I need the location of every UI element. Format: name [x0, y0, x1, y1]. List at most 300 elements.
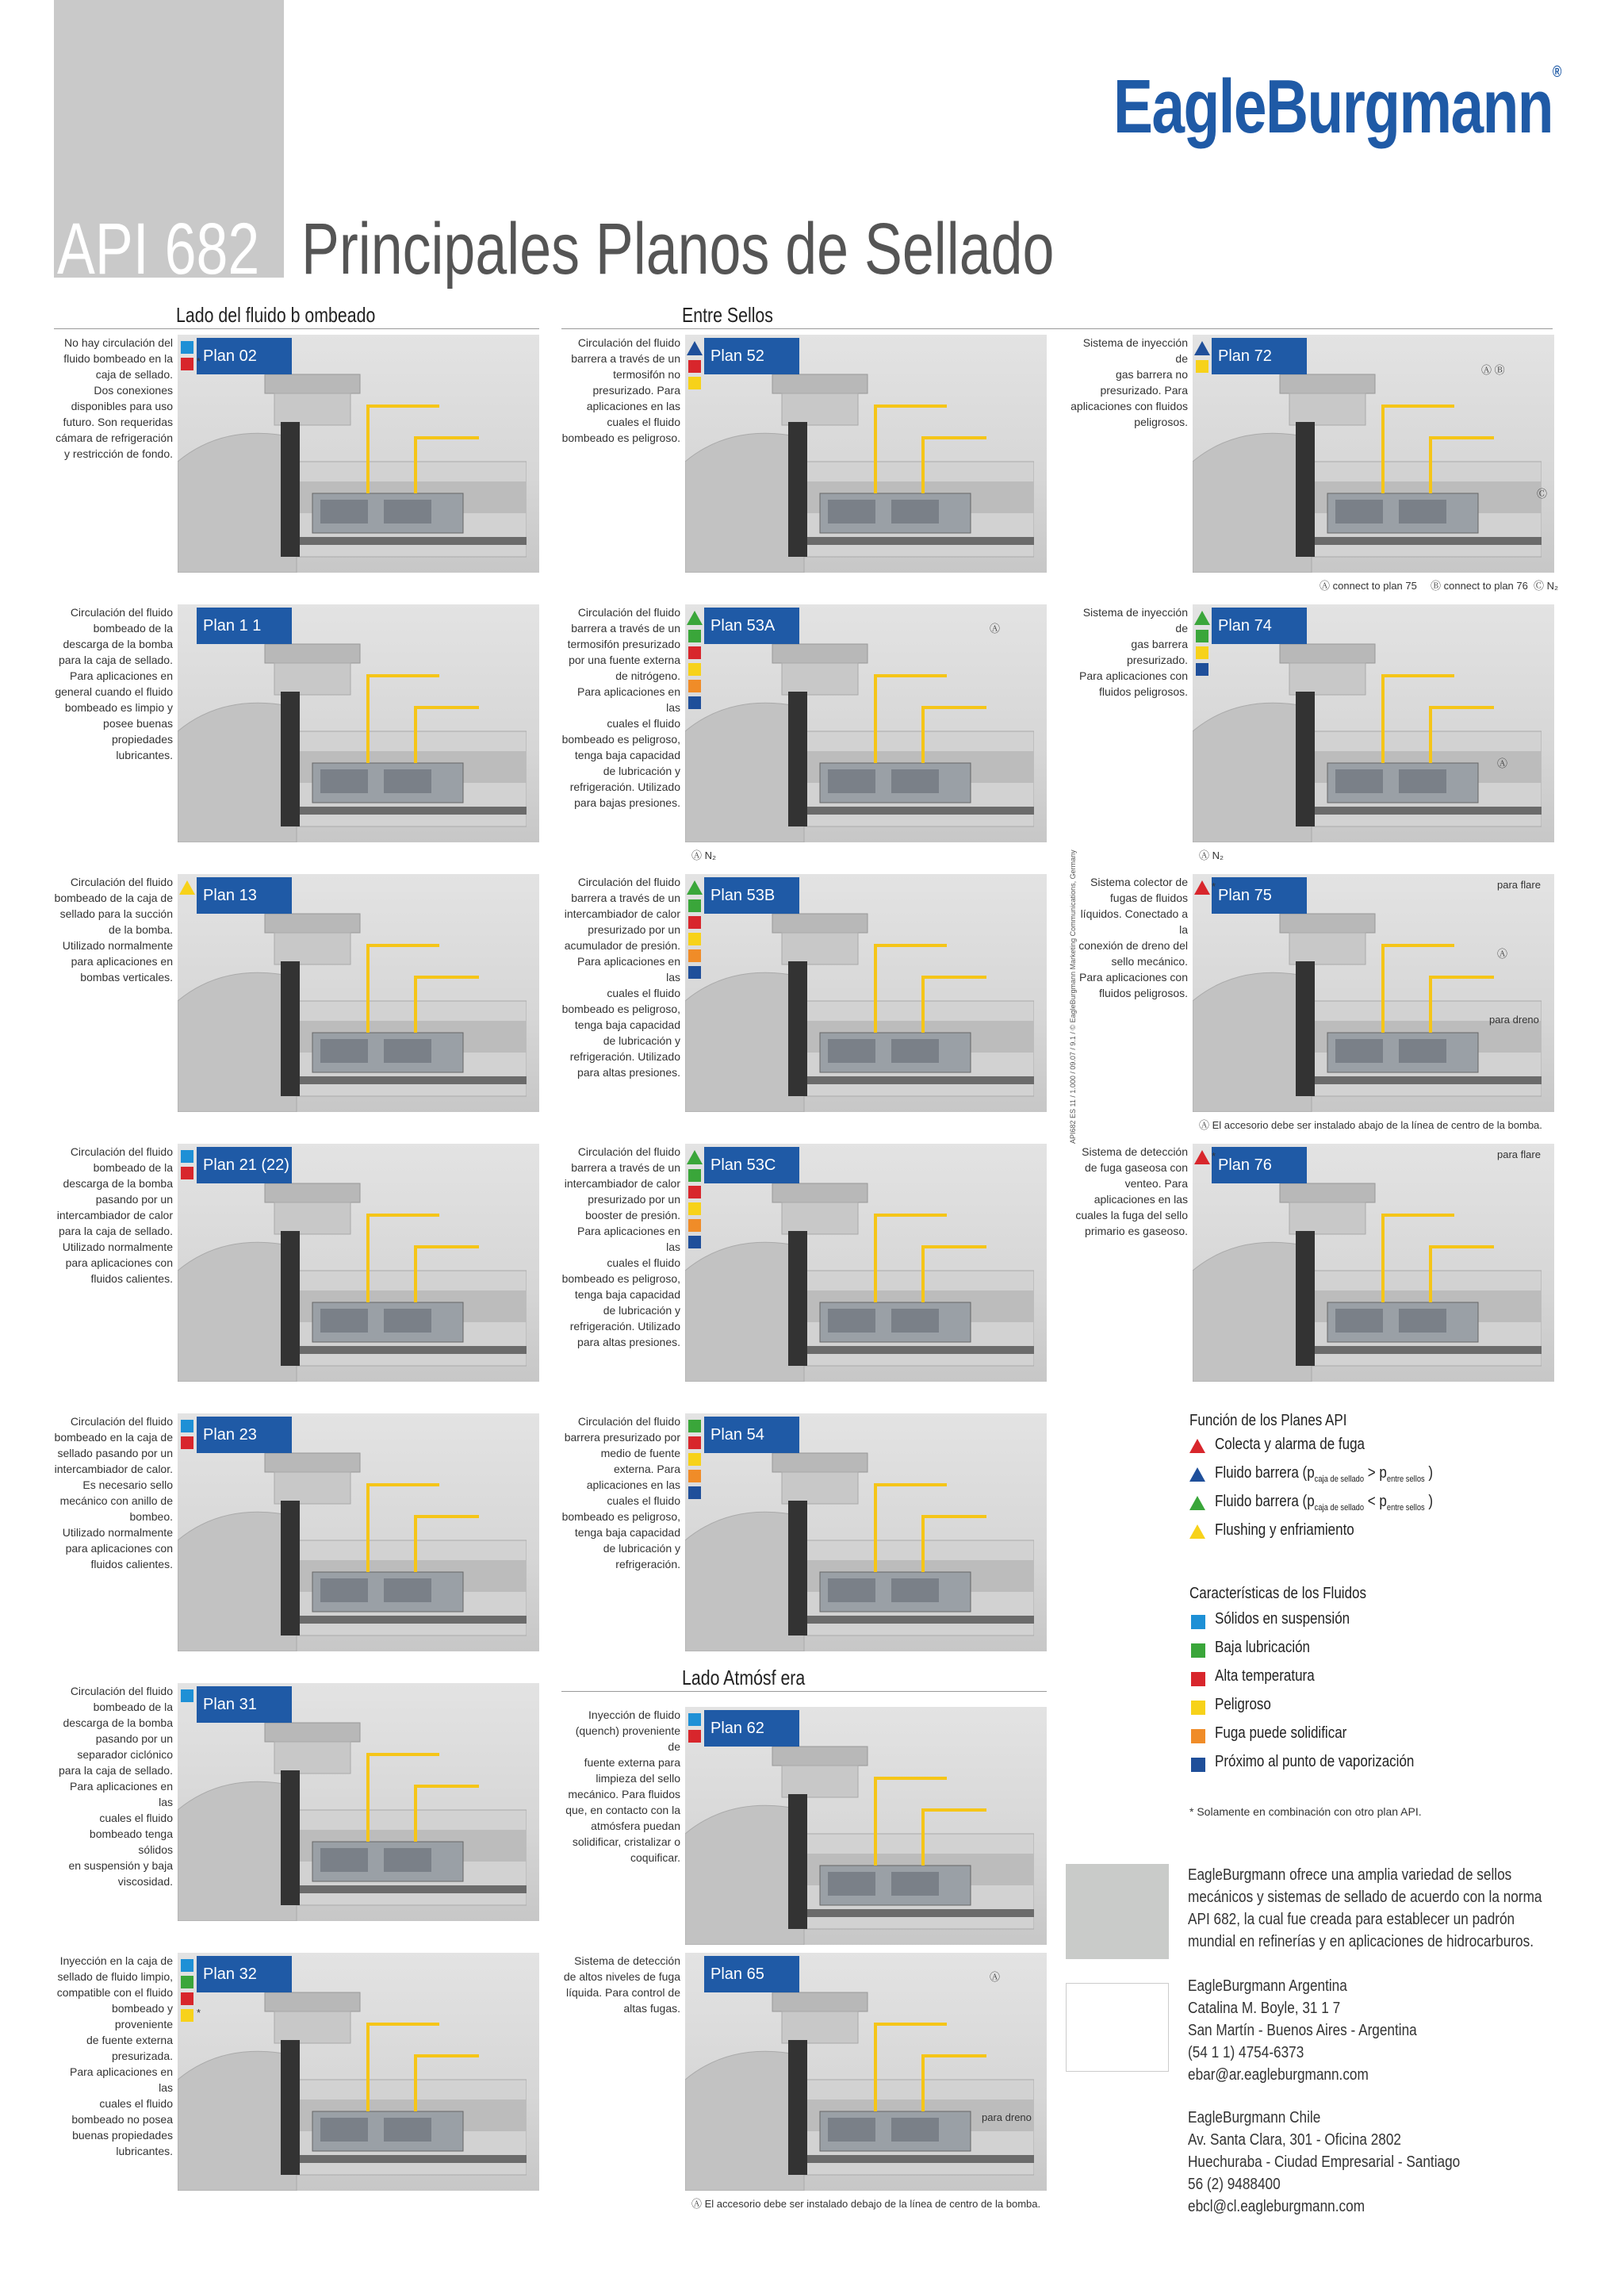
description-line: cuales el fluido	[607, 1494, 680, 1507]
plan-label: Plan 13	[197, 877, 292, 914]
description-line: bombeado es peligroso,	[561, 1272, 680, 1285]
function-triangle-icon	[1189, 1496, 1205, 1510]
plan-panel-p62	[561, 1707, 1047, 1945]
plan-note-a: Ⓐ connect to plan 75	[1320, 580, 1417, 592]
fluid-characteristic-square	[688, 1436, 701, 1449]
description-line: presurizada.	[111, 2050, 173, 2062]
plan-panel-p72	[1069, 335, 1559, 592]
function-item	[1215, 1464, 1433, 1484]
description-line: bombeado es peligroso,	[561, 733, 680, 746]
description-line: intercambiador de calor	[564, 907, 680, 920]
description-line: de altos niveles de fuga	[563, 1970, 680, 1983]
combination-asterisk: *	[1212, 1150, 1216, 1162]
description-line: barrera a través de un	[571, 892, 680, 904]
description-line: Sistema de inyección de	[1082, 336, 1188, 365]
description-line: Circulación del fluido	[70, 1145, 173, 1158]
description-line: tenga baja capacidad	[574, 1288, 680, 1301]
description-line: bombeado de la caja de	[54, 892, 173, 904]
description-line: bombeado es peligroso,	[561, 1003, 680, 1015]
info-line: API 682, la cual fue creada para establecer un padrón	[1188, 1911, 1515, 1928]
description-line: Sistema de detección	[1082, 1145, 1188, 1158]
operator: > p	[1364, 1464, 1387, 1482]
description-line: externa. Para	[613, 1463, 680, 1475]
description-line: para aplicaciones con	[65, 1256, 173, 1269]
description-line: cuales el fluido	[607, 416, 680, 428]
description-line: barrera a través de un	[571, 1161, 680, 1174]
description-line: termosifón presurizado	[567, 638, 680, 650]
function-triangle-icon	[1194, 341, 1210, 355]
description-line: Utilizado normalmente	[62, 1526, 173, 1539]
description-line: coquificar.	[630, 1851, 680, 1864]
fluid-characteristic-square	[1196, 646, 1208, 659]
description-line: para la caja de sellado.	[59, 654, 173, 666]
combination-asterisk: *	[197, 2007, 201, 2019]
subscript: entre sellos	[1386, 1474, 1425, 1484]
plan-description	[1069, 604, 1188, 700]
description-line: para altas presiones.	[577, 1066, 680, 1079]
mark-c: Ⓒ	[1537, 488, 1548, 500]
description-line: Sistema de detección	[574, 1954, 680, 1967]
fluid-square-icon	[1191, 1701, 1205, 1715]
plan-label: Plan 72	[1212, 338, 1307, 374]
section-pumped-side: Lado del fluido b ombeado	[176, 303, 376, 327]
fluid-square-icon	[1191, 1672, 1205, 1686]
description-line: aplicaciones en las	[1094, 1193, 1188, 1206]
section-between-seals: Entre Sellos	[682, 303, 773, 327]
function-triangle-icon	[1194, 611, 1210, 625]
legend-footnote: * Solamente en combinación con otro plan API.	[1189, 1805, 1422, 1818]
para-flare-label: para flare	[1497, 879, 1541, 891]
description-line: gas barrera no	[1115, 368, 1188, 381]
description-line: de lubricación y	[603, 1542, 680, 1555]
plan-description	[54, 1953, 173, 2159]
description-line: aplicaciones en las	[586, 1478, 680, 1491]
combination-asterisk: *	[197, 355, 201, 367]
description-line: sellado para la succión	[59, 907, 173, 920]
fluid-characteristic-square	[181, 358, 193, 370]
fluid-item: Peligroso	[1215, 1696, 1271, 1713]
description-line: posee buenas	[103, 717, 173, 730]
description-line: cuales el fluido	[99, 2097, 173, 2110]
description-line: para la caja de sellado.	[59, 1764, 173, 1777]
description-line: separador ciclónico	[77, 1748, 173, 1761]
plan-description	[561, 874, 680, 1080]
description-line: bombeado no posea	[71, 2113, 173, 2126]
plan-label: Plan 54	[704, 1417, 799, 1453]
description-line: en suspensión y baja	[68, 1859, 173, 1872]
plan-description	[561, 604, 680, 811]
plan-label: Plan 32	[197, 1956, 292, 1992]
fluid-characteristic-square	[181, 1150, 193, 1163]
description-line: presurizado. Para	[592, 384, 680, 397]
description-line: Para aplicaciones en las	[70, 1780, 173, 1808]
info-line: mecánicos y sistemas de sellado de acuerdo con la norma	[1188, 1889, 1542, 1906]
info-line: mundial en refinerías y en aplicaciones de hidrocarburos.	[1188, 1933, 1534, 1950]
description-line: disponibles para uso	[71, 400, 173, 412]
function-triangle-icon	[687, 611, 703, 625]
description-line: Circulación del fluido	[577, 606, 680, 619]
fluid-characteristic-square	[1196, 360, 1208, 373]
description-line: futuro. Son requeridas	[63, 416, 173, 428]
function-triangle-icon	[1194, 880, 1210, 895]
plan-panel-p53c	[561, 1144, 1047, 1382]
plan-description	[54, 874, 173, 985]
description-line: barrera a través de un	[571, 352, 680, 365]
fluid-characteristic-square	[688, 1202, 701, 1215]
fluid-characteristic-square	[1196, 630, 1208, 642]
function-triangle-icon	[179, 880, 195, 895]
description-line: venteo. Para	[1124, 1177, 1188, 1190]
plan-label: Plan 65	[704, 1956, 799, 1992]
plan-label: Plan 02	[197, 338, 292, 374]
description-line: bombeado de la	[93, 1701, 173, 1713]
description-line: limpieza del sello	[596, 1772, 680, 1785]
description-line: conexión de dreno del	[1078, 939, 1188, 952]
info-about	[1188, 1864, 1599, 1953]
description-line: barrera presurizado por	[564, 1431, 680, 1444]
fluid-item: Próximo al punto de vaporización	[1215, 1753, 1415, 1770]
description-line: atmósfera puedan	[591, 1820, 680, 1832]
description-line: tenga baja capacidad	[574, 1526, 680, 1539]
description-line: fluidos calientes.	[90, 1272, 173, 1285]
fluid-characteristic-square	[688, 663, 701, 676]
description-line: intercambiador de calor	[564, 1177, 680, 1190]
description-line: Inyección en la caja de	[59, 1954, 173, 1967]
fluid-characteristic-square	[688, 1486, 701, 1499]
plan-label: Plan 21 (22)	[197, 1147, 292, 1183]
section-divider	[561, 328, 1553, 329]
description-line: aplicaciones en las	[586, 400, 680, 412]
description-line: presurizado por un	[588, 923, 680, 936]
description-line: Para aplicaciones con	[1079, 669, 1188, 682]
description-line: Dos conexiones	[94, 384, 173, 397]
description-line: líquida. Para control de	[566, 1986, 680, 1999]
fluid-characteristic-square	[688, 630, 701, 642]
description-line: refrigeración. Utilizado	[569, 780, 680, 793]
fluid-characteristic-square	[181, 1420, 193, 1432]
fluid-characteristic-square	[181, 341, 193, 354]
description-line: Circulación del fluido	[577, 1415, 680, 1428]
plan-label: Plan 31	[197, 1686, 292, 1723]
fluid-characteristic-square	[181, 1992, 193, 2005]
close-paren: )	[1424, 1464, 1434, 1482]
para-dreno-label: para dreno	[1489, 1014, 1539, 1026]
description-line: Utilizado normalmente	[62, 939, 173, 952]
fluid-characteristic-square	[1196, 663, 1208, 676]
description-line: bombas verticales.	[80, 971, 173, 984]
description-line: cuales el fluido	[607, 1256, 680, 1269]
mark-a: Ⓐ	[1497, 757, 1508, 769]
info-gray-box	[1066, 1864, 1169, 1959]
plan-description	[54, 1413, 173, 1572]
description-line: Utilizado normalmente	[62, 1241, 173, 1253]
description-line: intercambiador de calor.	[54, 1463, 173, 1475]
fluid-characteristic-square	[688, 360, 701, 373]
description-line: general cuando el fluido	[55, 685, 173, 698]
description-line: bombeado es limpio y	[64, 701, 173, 714]
plan-description	[561, 1144, 680, 1350]
fluid-characteristic-square	[688, 1186, 701, 1198]
description-line: viscosidad.	[117, 1875, 173, 1888]
description-line: caja de sellado.	[95, 368, 173, 381]
fluid-characteristic-square	[181, 2009, 193, 2022]
description-line: aplicaciones con fluidos	[1071, 400, 1188, 412]
plan-panel-p31	[54, 1683, 539, 1921]
description-line: booster de presión.	[585, 1209, 680, 1221]
description-line: y restricción de fondo.	[64, 447, 173, 460]
info-white-box	[1066, 1983, 1169, 2072]
plan-note: Ⓐ N₂	[1199, 849, 1224, 861]
info-line: Huechuraba - Ciudad Empresarial - Santiago	[1188, 2153, 1461, 2171]
description-line: cuales la fuga del sello	[1075, 1209, 1188, 1221]
description-line: para la caja de sellado.	[59, 1225, 173, 1237]
function-text: Fluido barrera (p	[1215, 1464, 1315, 1482]
plan-description	[1069, 335, 1188, 430]
info-line: 56 (2) 9488400	[1188, 2176, 1281, 2193]
description-line: buenas propiedades	[72, 2129, 173, 2142]
plan-description	[54, 1683, 173, 1889]
fluid-characteristic-square	[688, 1730, 701, 1743]
description-line: Circulación del fluido	[70, 606, 173, 619]
plan-panel-p52	[561, 335, 1047, 573]
fluid-characteristic-square	[688, 1169, 701, 1182]
description-line: refrigeración. Utilizado	[569, 1050, 680, 1063]
description-line: altas fugas.	[623, 2002, 680, 2015]
description-line: presurizado por un	[588, 1193, 680, 1206]
function-text: Colecta y alarma de fuga	[1215, 1436, 1365, 1453]
description-line: fluidos calientes.	[90, 1558, 173, 1570]
fluid-characteristic-square	[688, 1713, 701, 1726]
plan-panel-p53b	[561, 874, 1047, 1112]
fluid-characteristic-square	[688, 916, 701, 929]
plan-label: Plan 75	[1212, 877, 1307, 914]
info-line: Av. Santa Clara, 301 - Oficina 2802	[1188, 2131, 1401, 2149]
plan-panel-p13	[54, 874, 539, 1112]
description-line: pasando por un	[95, 1193, 173, 1206]
plan-label: Plan 1 1	[197, 608, 292, 644]
info-line: (54 1 1) 4754-6373	[1188, 2044, 1304, 2061]
fluid-characteristic-square	[688, 377, 701, 389]
contact-argentina	[1188, 1975, 1454, 2086]
description-line: fluidos peligrosos.	[1098, 987, 1188, 999]
description-line: Circulación del fluido	[577, 1145, 680, 1158]
description-line: de fuga gaseosa con	[1085, 1161, 1188, 1174]
plan-description	[561, 1413, 680, 1572]
plan-label: Plan 23	[197, 1417, 292, 1453]
description-line: mecánico con anillo de	[59, 1494, 173, 1507]
info-line: ebcl@cl.eagleburgmann.com	[1188, 2198, 1365, 2215]
legend-fluid-title: Características de los Fluidos	[1189, 1585, 1366, 1602]
description-line: Inyección de fluido	[588, 1708, 680, 1721]
description-line: de lubricación y	[603, 765, 680, 777]
plan-description	[54, 604, 173, 763]
section-divider	[561, 1691, 1047, 1692]
mark-a: Ⓐ	[990, 1971, 1001, 1983]
description-line: que, en contacto con la	[565, 1804, 680, 1816]
description-line: cuales el fluido	[607, 717, 680, 730]
subscript: entre sellos	[1386, 1503, 1425, 1513]
plan-description	[1069, 1144, 1188, 1239]
document-code: API682 ES 11 / 1.000 / 09.07 / 9.1 / © EagleBurgmann Marketing Communications, Germany	[1069, 849, 1077, 1144]
plan-label: Plan 74	[1212, 608, 1307, 644]
fluid-characteristic-square	[688, 1219, 701, 1232]
description-line: cuales el fluido	[99, 1812, 173, 1824]
fluid-characteristic-square	[688, 966, 701, 979]
plan-label: Plan 62	[704, 1710, 799, 1747]
plan-note-b: Ⓑ connect to plan 76	[1431, 580, 1528, 592]
description-line: intercambiador de calor	[56, 1209, 173, 1221]
description-line: para aplicaciones con	[65, 1542, 173, 1555]
description-line: barrera a través de un	[571, 622, 680, 635]
fluid-item: Baja lubricación	[1215, 1639, 1311, 1656]
fluid-characteristic-square	[688, 1420, 701, 1432]
description-line: sello mecánico.	[1111, 955, 1188, 968]
fluid-square-icon	[1191, 1615, 1205, 1629]
plan-panel-p11	[54, 604, 539, 842]
plan-panel-p02	[54, 335, 539, 573]
function-triangle-icon	[1189, 1524, 1205, 1539]
description-line: mecánico. Para fluidos	[568, 1788, 680, 1800]
description-line: bombeado tenga sólidos	[89, 1827, 173, 1856]
plan-description	[54, 1144, 173, 1287]
fluid-characteristic-square	[688, 933, 701, 945]
description-line: fluidos peligrosos.	[1098, 685, 1188, 698]
description-line: de nitrógeno.	[615, 669, 680, 682]
description-line: Circulación del fluido	[70, 1685, 173, 1697]
description-line: de la bomba.	[109, 923, 173, 936]
description-line: Para aplicaciones en las	[70, 2065, 173, 2094]
info-line: EagleBurgmann Chile	[1188, 2109, 1321, 2126]
description-line: fuente externa para	[584, 1756, 680, 1769]
fluid-characteristic-square	[181, 1167, 193, 1179]
plan-label: Plan 76	[1212, 1147, 1307, 1183]
function-item	[1215, 1436, 1365, 1454]
plan-description	[561, 335, 680, 446]
description-line: gas barrera presurizado.	[1126, 638, 1188, 666]
description-line: cuales el fluido	[607, 987, 680, 999]
description-line: medio de fuente	[600, 1447, 680, 1459]
description-line: bombeo.	[129, 1510, 173, 1523]
description-line: bombeado es peligroso,	[561, 1510, 680, 1523]
function-triangle-icon	[687, 341, 703, 355]
page-title: Principales Planos de Sellado	[301, 209, 1055, 290]
description-line: Circulación del fluido	[577, 876, 680, 888]
subscript: caja de sellado	[1314, 1474, 1365, 1484]
description-line: Sistema de inyección de	[1082, 606, 1188, 635]
description-line: cámara de refrigeración	[56, 431, 173, 444]
info-line: EagleBurgmann Argentina	[1188, 1977, 1347, 1995]
description-line: bombeado de la	[93, 622, 173, 635]
fluid-characteristic-square	[688, 899, 701, 912]
description-line: Para aplicaciones en las	[577, 685, 680, 714]
fluid-characteristic-square	[688, 1236, 701, 1248]
contact-chile	[1188, 2107, 1504, 2218]
section-divider	[54, 328, 539, 329]
description-line: bombeado de la	[93, 1161, 173, 1174]
plan-description	[1069, 874, 1188, 1001]
description-line: descarga de la bomba	[63, 1177, 173, 1190]
description-line: sellado de fluido limpio,	[57, 1970, 173, 1983]
description-line: líquidos. Conectado a la	[1080, 907, 1188, 936]
function-text: Fluido barrera (p	[1215, 1493, 1315, 1510]
description-line: de lubricación y	[603, 1034, 680, 1047]
info-line: EagleBurgmann ofrece una amplia variedad de sellos	[1188, 1866, 1512, 1884]
description-line: tenga baja capacidad	[574, 749, 680, 761]
description-line: para aplicaciones en	[71, 955, 173, 968]
function-triangle-icon	[687, 1150, 703, 1164]
description-line: refrigeración. Utilizado	[569, 1320, 680, 1333]
description-line: Es necesario sello	[82, 1478, 173, 1491]
description-line: acumulador de presión.	[564, 939, 680, 952]
fluid-characteristic-square	[688, 1470, 701, 1482]
description-line: para bajas presiones.	[574, 796, 680, 809]
description-line: fugas de fluidos	[1109, 892, 1188, 904]
close-paren: )	[1424, 1493, 1434, 1510]
description-line: descarga de la bomba	[63, 638, 173, 650]
description-line: propiedades lubricantes.	[111, 733, 173, 761]
fluid-item: Sólidos en suspensión	[1215, 1610, 1350, 1628]
description-line: Circulación del fluido	[577, 336, 680, 349]
fluid-characteristic-square	[181, 1959, 193, 1972]
fluid-characteristic-square	[181, 1436, 193, 1449]
description-line: lubricantes.	[116, 2145, 173, 2157]
fluid-characteristic-square	[181, 1976, 193, 1988]
function-triangle-icon	[1189, 1467, 1205, 1482]
plan-panel-p54	[561, 1413, 1047, 1651]
plan-panel-p65	[561, 1953, 1047, 2210]
description-line: pasando por un	[95, 1732, 173, 1745]
description-line: bombeado en la caja de	[54, 1431, 173, 1444]
description-line: primario es gaseoso.	[1085, 1225, 1188, 1237]
description-line: descarga de la bomba	[63, 1716, 173, 1729]
plan-note: Ⓐ El accesorio debe ser instalado abajo de la línea de centro de la bomba.	[1199, 1119, 1542, 1131]
description-line: de lubricación y	[603, 1304, 680, 1317]
plan-note: Ⓐ El accesorio debe ser instalado debajo de la línea de centro de la bomba.	[691, 2198, 1041, 2210]
description-line: por una fuente externa	[569, 654, 680, 666]
fluid-square-icon	[1191, 1729, 1205, 1743]
description-line: No hay circulación del	[64, 336, 173, 349]
description-line: bombeado es peligroso.	[561, 431, 680, 444]
para-flare-label: para flare	[1497, 1149, 1541, 1160]
description-line: Para aplicaciones con	[1079, 971, 1188, 984]
eagleburgmann-logo: EagleBurgmann®	[1113, 63, 1561, 149]
marks-a-b: Ⓐ Ⓑ	[1481, 364, 1505, 376]
description-line: Circulación del fluido	[70, 876, 173, 888]
fluid-characteristic-square	[688, 680, 701, 692]
plan-note: Ⓐ N₂	[691, 849, 717, 861]
function-triangle-icon	[1189, 1439, 1205, 1453]
section-atmospheric-side: Lado Atmósf era	[682, 1666, 806, 1689]
para-dreno-label: para dreno	[982, 2111, 1032, 2123]
description-line: termosifón no	[613, 368, 680, 381]
description-line: Para aplicaciones en las	[577, 955, 680, 984]
description-line: para altas presiones.	[577, 1336, 680, 1348]
fluid-item: Fuga puede solidificar	[1215, 1724, 1347, 1742]
function-triangle-icon	[687, 880, 703, 895]
fluid-characteristic-square	[688, 646, 701, 659]
plan-label: Plan 53C	[704, 1147, 799, 1183]
plan-description	[561, 1953, 680, 2016]
description-line: refrigeración.	[615, 1558, 680, 1570]
description-line: tenga baja capacidad	[574, 1018, 680, 1031]
fluid-characteristic-square	[688, 949, 701, 962]
plan-panel-p32	[54, 1953, 539, 2191]
plan-description	[561, 1707, 680, 1866]
plan-description	[54, 335, 173, 462]
legend-function-title: Función de los Planes API	[1189, 1412, 1347, 1429]
description-line: fluido bombeado en la	[63, 352, 173, 365]
description-line: peligrosos.	[1134, 416, 1188, 428]
